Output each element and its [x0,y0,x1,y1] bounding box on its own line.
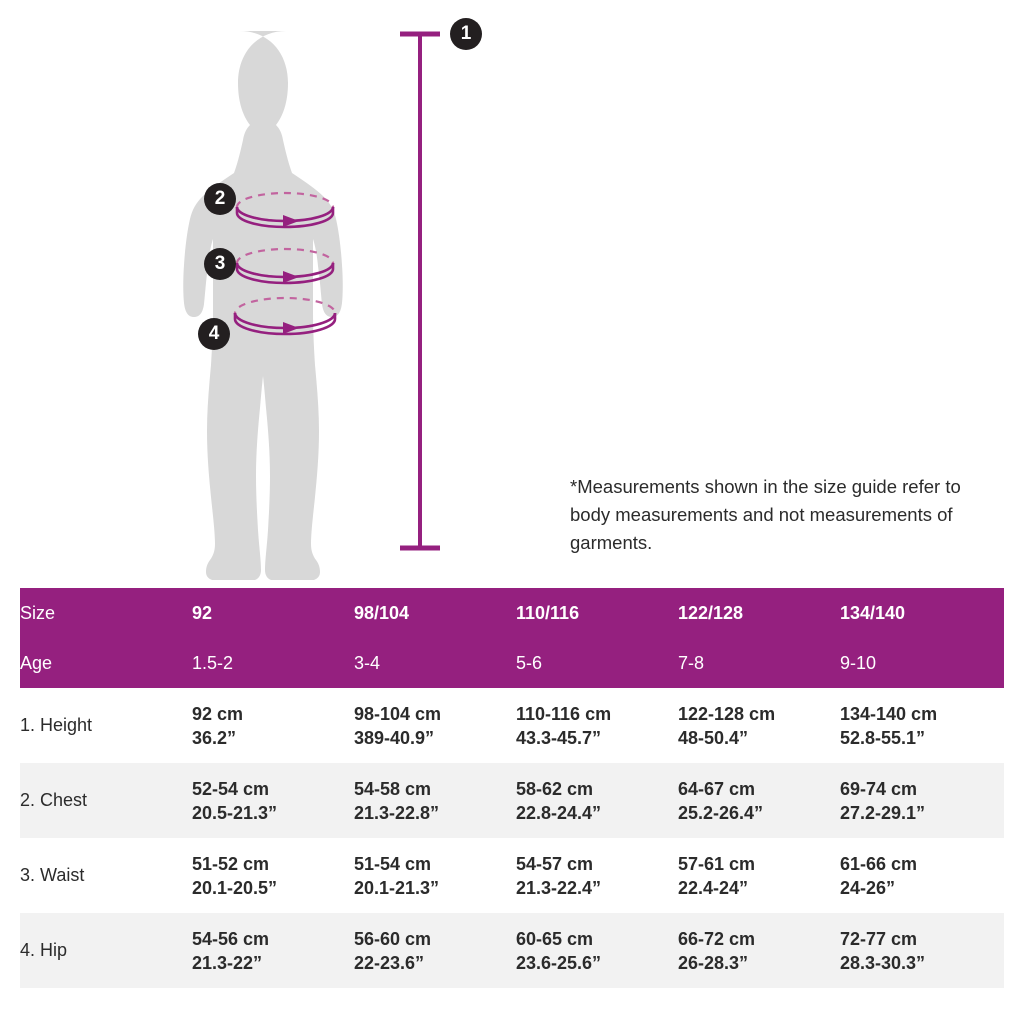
measurement-note: *Measurements shown in the size guide refer to body measurements and not measurements of garments. [570,476,961,553]
height-measure-line [400,34,440,548]
cell-cm: 61-66 cm [840,853,918,874]
row-label-hip: 4. Hip [20,913,192,988]
cell-waist-92 [192,838,354,913]
row-label-waist: 3. Waist [20,865,85,885]
cell-in: 25.2-26.4” [678,802,764,823]
header-age-label: Age [20,638,192,688]
table-row [20,688,1004,763]
cell-height-134-140 [840,688,1004,763]
cell-height-98-104 [354,688,516,763]
cell-in: 20.1-20.5” [192,877,278,898]
cell-in: 21.3-22.8” [354,802,440,823]
cell-cm: 52-54 cm [192,778,270,799]
size-guide-table [20,588,1004,988]
cell-cm: 56-60 cm [354,928,432,949]
header-size-1: 98/104 [354,588,516,638]
cell-cm: 134-140 cm [840,703,938,724]
table-row [20,838,1004,913]
cell-in: 22.4-24” [678,877,749,898]
cell-chest-98-104 [354,763,516,838]
header-age-3: 7-8 [678,638,840,688]
cell-in: 36.2” [192,727,237,748]
cell-in: 20.1-21.3” [354,877,440,898]
cell-waist-98-104 [354,838,516,913]
header-age-2: 5-6 [516,638,678,688]
silhouette-shape [183,31,343,580]
table-row [20,913,1004,988]
header-size-2: 110/116 [516,588,678,638]
cell-chest-110-116 [516,763,678,838]
cell-height-110-116 [516,688,678,763]
cell-hip-110-116 [516,913,678,988]
cell-cm: 51-54 cm [354,853,432,874]
header-size-label: Size [20,588,192,638]
cell-in: 48-50.4” [678,727,749,748]
header-size-3: 122/128 [678,588,840,638]
cell-cm: 122-128 cm [678,703,776,724]
table-row [20,763,1004,838]
cell-cm: 57-61 cm [678,853,756,874]
header-size-4: 134/140 [840,588,1004,638]
row-label-chest: 2. Chest [20,763,192,838]
table-header-size-row [20,588,1004,638]
cell-height-122-128 [678,688,840,763]
cell-in: 21.3-22.4” [516,877,602,898]
cell-in: 27.2-29.1” [840,802,926,823]
cell-in: 52.8-55.1” [840,727,926,748]
cell-in: 20.5-21.3” [192,802,278,823]
cell-hip-92 [192,913,354,988]
header-age-0: 1.5-2 [192,638,354,688]
cell-cm: 54-56 cm [192,928,270,949]
row-label-height: 1. Height [20,715,93,735]
marker-1-height: 1 [450,18,482,50]
cell-cm: 60-65 cm [516,928,594,949]
cell-chest-134-140 [840,763,1004,838]
cell-cm: 51-52 cm [192,853,270,874]
cell-hip-134-140 [840,913,1004,988]
cell-in: 21.3-22” [192,952,263,973]
marker-4-hip: 4 [198,318,230,350]
header-age-1: 3-4 [354,638,516,688]
cell-waist-134-140 [840,838,1004,913]
cell-chest-122-128 [678,763,840,838]
cell-waist-110-116 [516,838,678,913]
cell-cm: 66-72 cm [678,928,756,949]
cell-cm: 110-116 cm [516,703,612,724]
cell-in: 26-28.3” [678,952,749,973]
cell-in: 22-23.6” [354,952,425,973]
cell-cm: 72-77 cm [840,928,918,949]
header-age-4: 9-10 [840,638,1004,688]
cell-cm: 92 cm [192,703,244,724]
cell-in: 22.8-24.4” [516,802,602,823]
cell-cm: 54-58 cm [354,778,432,799]
cell-in: 389-40.9” [354,727,435,748]
cell-cm: 58-62 cm [516,778,594,799]
cell-cm: 98-104 cm [354,703,442,724]
cell-height-92 [192,688,354,763]
cell-cm: 69-74 cm [840,778,918,799]
cell-in: 24-26” [840,877,896,898]
table-header-age-row [20,638,1004,688]
cell-cm: 54-57 cm [516,853,594,874]
cell-in: 23.6-25.6” [516,952,602,973]
cell-hip-122-128 [678,913,840,988]
cell-hip-98-104 [354,913,516,988]
marker-2-chest: 2 [204,183,236,215]
cell-waist-122-128 [678,838,840,913]
cell-in: 28.3-30.3” [840,952,926,973]
header-size-0: 92 [192,588,354,638]
marker-3-waist: 3 [204,248,236,280]
cell-cm: 64-67 cm [678,778,756,799]
cell-in: 43.3-45.7” [516,727,602,748]
cell-chest-92 [192,763,354,838]
